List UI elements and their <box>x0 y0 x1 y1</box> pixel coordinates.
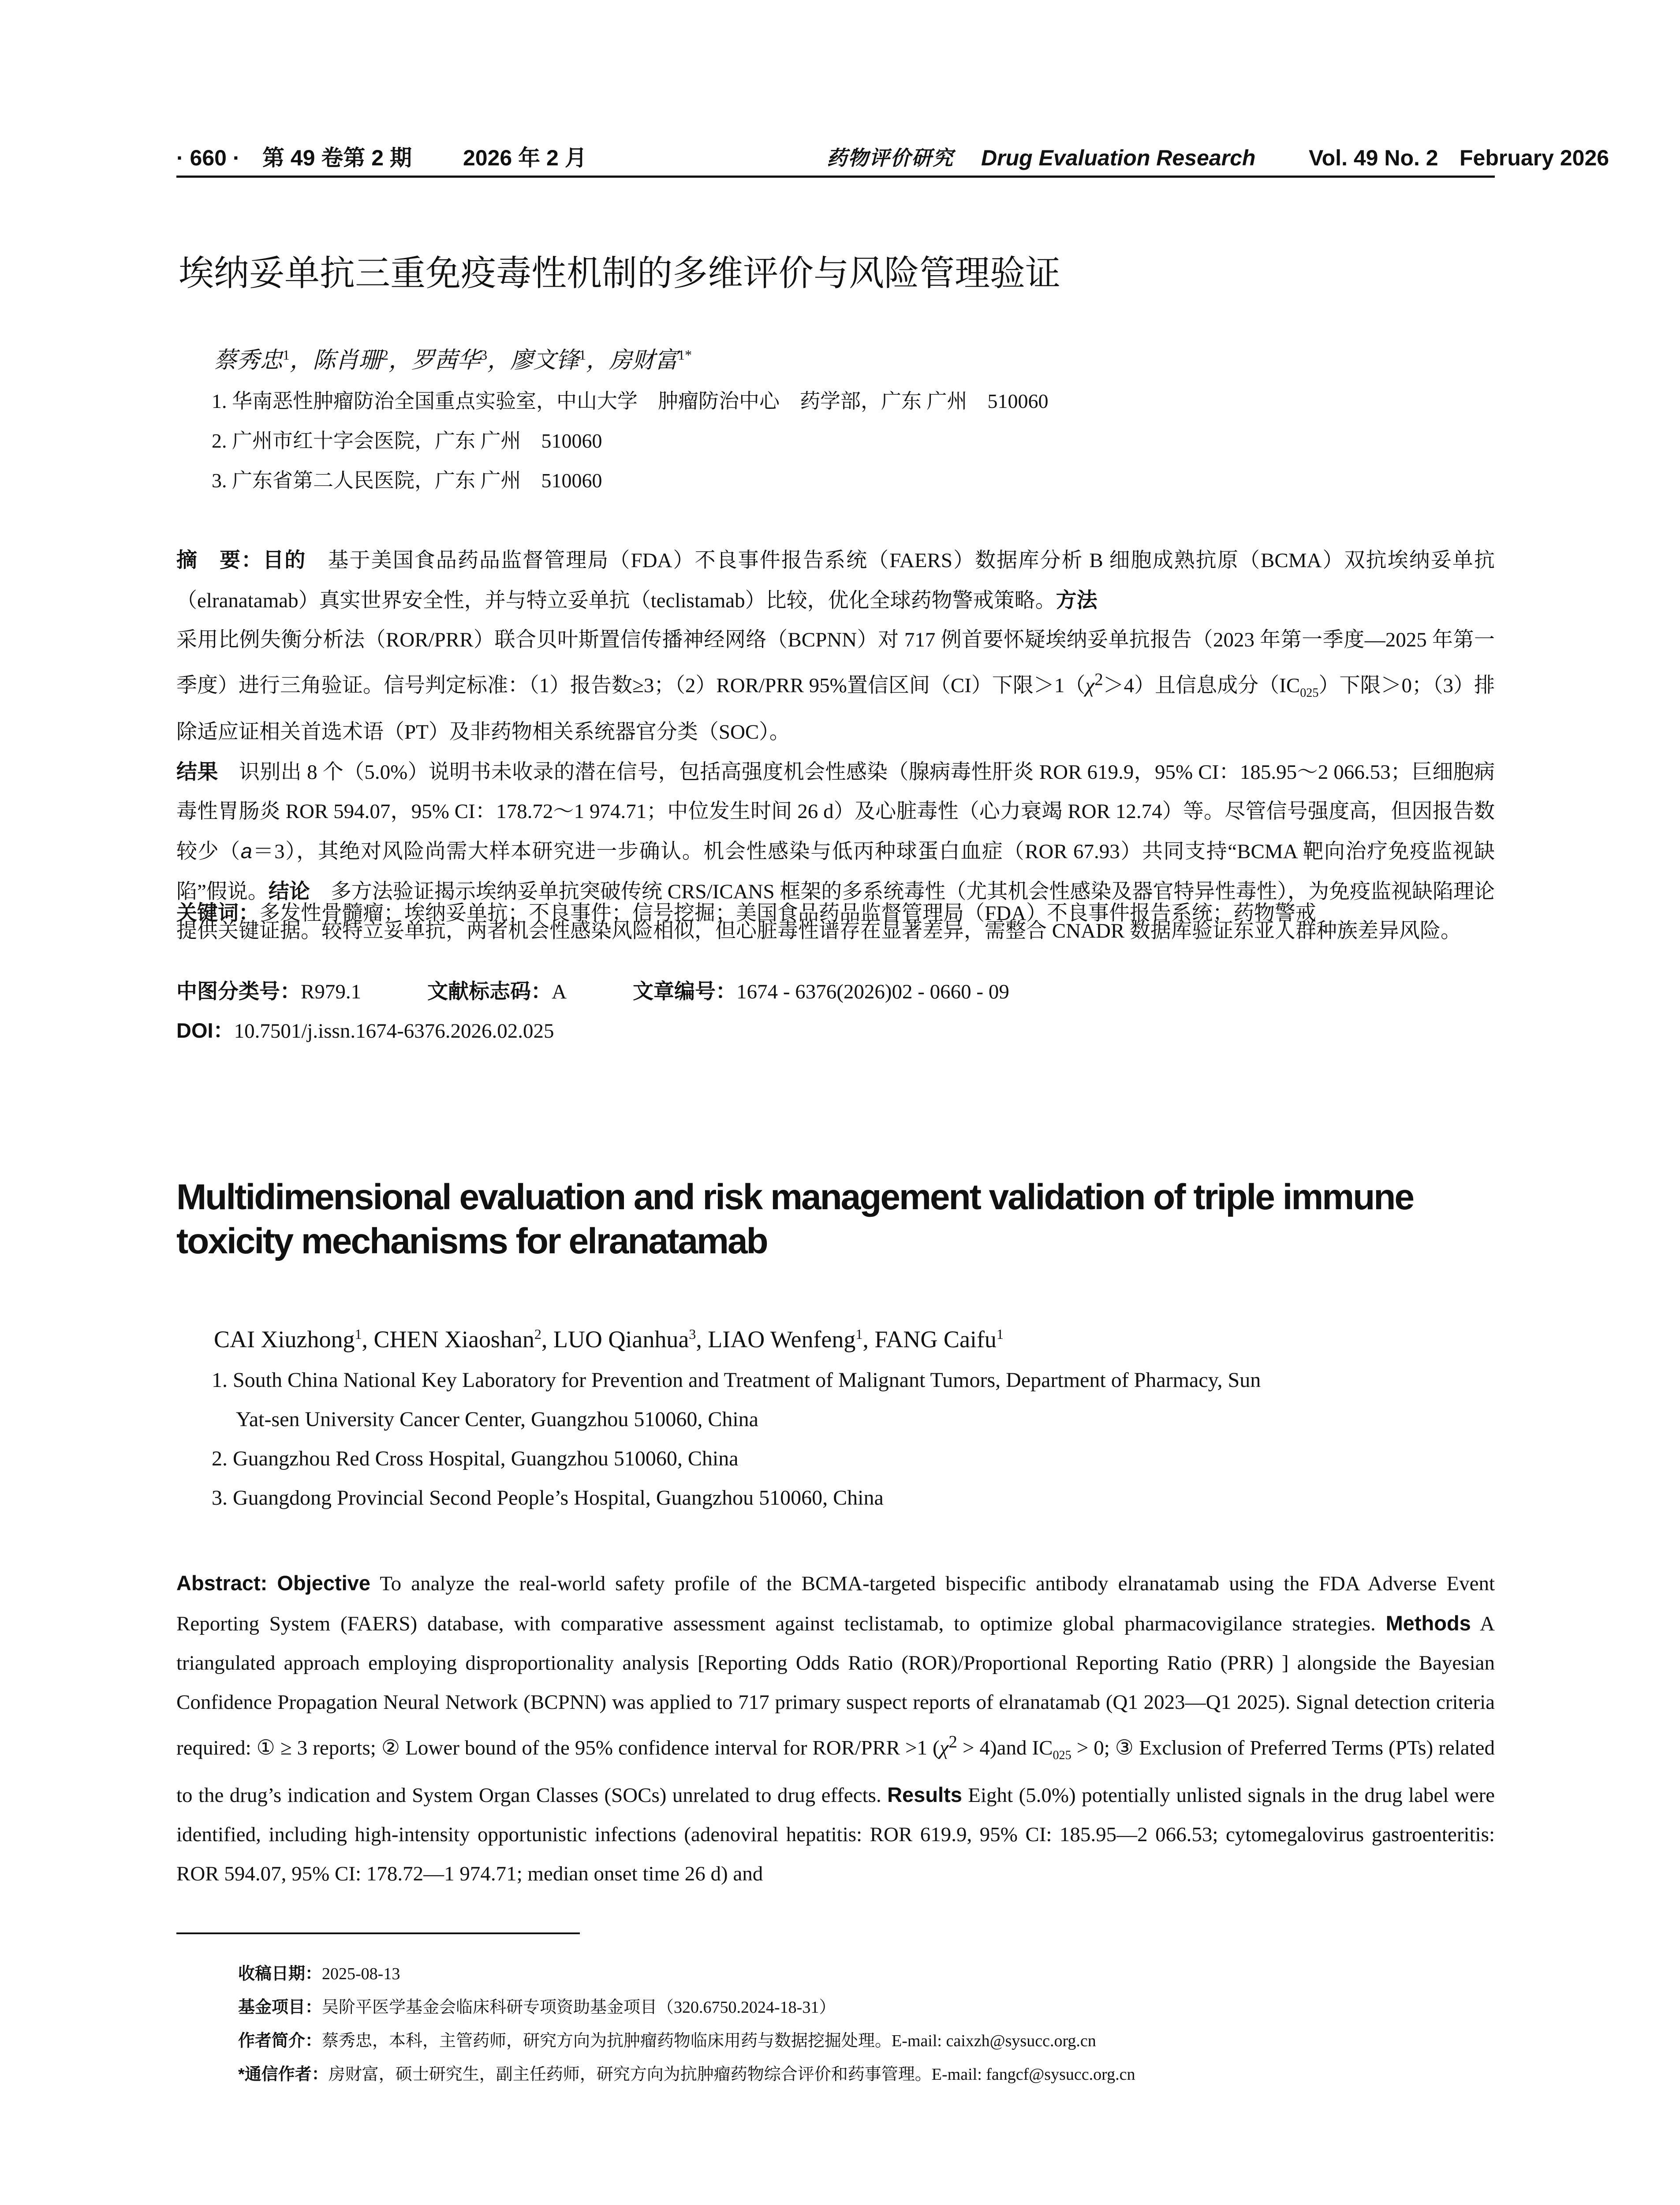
author: 陈肖珊$^2$， <box>313 347 412 374</box>
results-text: 识别出 8 个（5.0%）说明书未收录的潜在信号，包括高强度机会性感染（腺病毒性肝炎 ROR 619.9，95% CI：185.95～2 066.53；巨细胞病毒性胃肠炎 ROR 594.07，95% CI：178.72～1 974.71；中位发生时间 26 d）及心脏毒性（心力衰竭 ROR 12.74）等。尽管信号强度高，但因报告数较少（ <box>176 761 1495 863</box>
cn-keywords <box>176 893 1495 933</box>
methods-label: Methods <box>1385 1611 1471 1635</box>
footnote-corresponding: *通信作者：房财富，硕士研究生，副主任药师，研究方向为抗肿瘤药物综合评价和药事管理。E-mail: fangcf@sysucc.org.cn <box>238 2065 1135 2084</box>
results-label: Results <box>887 1783 962 1807</box>
conclusion-text: 多方法验证揭示埃纳妥单抗突破传统 CRS/ICANS 框架的多系统毒性（尤其机会性感染及器官特异性毒性），为免疫监视缺陷理论提供关键证据。较特立妥单抗，两者机会性感染风险相似，但心脏毒性谱存在显著差异，需整合 CNADR 数据库验证东亚人群种族差异风险。 <box>176 880 1495 943</box>
author: LIAO Wenfeng$^1$, <box>708 1326 875 1353</box>
doc-code: A <box>552 980 567 1003</box>
cn-affiliation: 2. 广州市红十字会医院，广东 广州 510060 <box>212 430 602 452</box>
header-rule <box>176 176 1495 178</box>
en-title: Multidimensional evaluation and risk management validation of triple immune toxicity mechanisms for elranatamab <box>176 1177 1413 1261</box>
methods-text: A triangulated approach employing disproportionality analysis [Reporting Odds Ratio (ROR)/Proportional Reporting Ratio (PRR) ] alongside the Bayesian Confidence Propagation Neural Network (BCPNN) was applied to 717 primary suspect reports of elranatamab (Q1 2023—Q1 2025). Signal detection criteria required: ① ≥ 3 reports; ② Lower bound of the 95% confidence interval for ROR/PRR >1 ( <box>176 1612 1495 1760</box>
abstract-label: Abstract: <box>176 1571 268 1595</box>
footnote-author: 作者简介：蔡秀忠，本科，主管药师，研究方向为抗肿瘤药物临床用药与数据挖掘处理。E-mail: caixzh@sysucc.org.cn <box>238 2032 1096 2050</box>
page-number: · 660 · <box>176 146 240 170</box>
en-affiliation: 3. Guangdong Provincial Second People’s Hospital, Guangzhou 510060, China <box>212 1486 884 1510</box>
footnote-rule <box>176 1932 580 1934</box>
author: CHEN Xiaoshan$^2$, <box>373 1326 553 1353</box>
en-abstract: Abstract: Objective To analyze the real-world safety profile of the BCMA-targeted bispecific antibody elranatamab using the FDA Adverse Event Reporting System (FAERS) database, with comparative assessment against teclistamab, to optimize global pharmacovigilance strategies. Methods A triangulated approach employing disproportionality analysis [Reporting Odds Ratio (ROR)/Proportional Reporting Ratio (PRR) ] alongside the Bayesian Confidence Propagation Neural Network (BCPNN) was applied to 717 primary suspect reports of elranatamab (Q1 2023—Q1 2025). Signal detection criteria required: ① ≥ 3 reports; ② Lower bound of the 95% confidence interval for ROR/PRR >1 $(\chi^2 > 4)and$ $IC_{025} > 0$; ③ Exclusion of Preferred Terms (PTs) related to the drug’s indication and System Organ Classes (SOCs) unrelated to drug effects. Results Eight (5.0%) potentially unlisted signals in the drug label were identified, including high-intensity opportunistic infections (adenoviral hepatitis: ROR 619.9, 95% CI: 185.95—2 066.53; cytomegalovirus gastroenteritis: ROR 594.07, 95% CI: 178.72—1 974.71; median onset time 26 d) and <box>176 1571 1495 1886</box>
keywords-label: 关键词： <box>176 901 259 924</box>
objective-label: 目的 <box>263 548 306 572</box>
en-affiliation: 2. Guangzhou Red Cross Hospital, Guangzhou 510060, China <box>212 1447 739 1470</box>
en-affiliation: 1. South China National Key Laboratory for Prevention and Treatment of Malignant Tumors, Department of Pharmacy, Sun Yat-sen University Cancer Center, Guangzhou 510060, China <box>212 1368 1261 1431</box>
abstract-label: 摘 要： <box>176 548 263 572</box>
methods-label: 方法 <box>1056 588 1098 612</box>
running-header <box>176 140 1609 176</box>
objective-text: 基于美国食品药品监督管理局（FDA）不良事件报告系统（FAERS）数据库分析 B 细胞成熟抗原（BCMA）双抗埃纳妥单抗（elranatamab）真实世界安全性，并与特立妥单抗（teclistamab）比较，优化全球药物警戒策略。 <box>176 549 1495 612</box>
methods-text: 采用比例失衡分析法（ROR/PRR）联合贝叶斯置信传播神经网络（BCPNN）对 717 例首要怀疑埃纳妥单抗报告（2023 年第一季度—2025 年第一季度）进行三角验证。信号判定标准：（1）报告数≥3；（2）ROR/PRR 95%置信区间（CI）下限＞1（ <box>176 628 1495 697</box>
doi-line: DOI：10.7501/j.issn.1674-6376.2026.02.025 <box>176 1019 554 1043</box>
author: 廖文锋$^1$， <box>510 347 609 374</box>
journal-logo: 药物评价研究 <box>827 146 954 170</box>
volume-cn: 第 49 卷第 2 期 <box>262 146 412 170</box>
cn-title: 埃纳妥单抗三重免疫毒性机制的多维评价与风险管理验证 <box>179 254 1060 293</box>
objective-text: To analyze the real-world safety profile of the BCMA-targeted bispecific antibody elranatamab using the FDA Adverse Event Reporting System (FAERS) database, with comparative assessment against teclistamab, to optimize global pharmacovigilance strategies. <box>176 1572 1495 1635</box>
keywords-text: 多发性骨髓瘤；埃纳妥单抗；不良事件；信号挖掘；美国食品药品监督管理局（FDA）不良事件报告系统；药物警戒 <box>259 902 1317 925</box>
en-author-list <box>214 1316 1004 1357</box>
cn-affiliation: 3. 广东省第二人民医院，广东 广州 510060 <box>212 469 602 492</box>
date-en: February 2026 <box>1460 146 1609 170</box>
author: 罗茜华$^3$， <box>411 347 511 374</box>
date-cn: 2026 年 2 月 <box>463 146 587 170</box>
doi-link[interactable]: 10.7501/j.issn.1674-6376.2026.02.025 <box>234 1020 554 1043</box>
volume-en: Vol. 49 No. 2 <box>1309 146 1438 170</box>
author: 房财富$^{1*}$ <box>609 347 692 374</box>
author: FANG Caifu$^1$ <box>874 1326 1004 1353</box>
conclusion-label: 结论 <box>268 879 310 903</box>
results-label: 结果 <box>176 760 218 784</box>
objective-label: Objective <box>277 1571 371 1595</box>
footnote-fund: 基金项目：吴阶平医学基金会临床科研专项资助基金项目（320.6750.2024-18-31） <box>238 1998 836 2017</box>
results-text: Eight (5.0%) potentially unlisted signals in the drug label were identified, including high-intensity opportunistic infections (adenoviral hepatitis: ROR 619.9, 95% CI: 185.95—2 066.53; cytomegalovirus gastroenteritis: ROR 594.07, 95% CI: 178.72—1 974.71; median onset time 26 d) and <box>176 1784 1495 1886</box>
author: LUO Qianhua$^3$, <box>553 1326 708 1353</box>
article-number: 1674 - 6376(2026)02 - 0660 - 09 <box>736 980 1009 1003</box>
journal-name-en: Drug Evaluation Research <box>981 146 1256 170</box>
author: CAI Xiuzhong$^1$, <box>214 1326 374 1353</box>
clc-code: R979.1 <box>301 980 362 1003</box>
classification-line: 中图分类号：R979.1 文献标志码：A 文章编号：1674 - 6376(2026)02 - 0660 - 09 <box>176 979 1009 1003</box>
cn-author-list <box>214 337 692 378</box>
author: 蔡秀忠$^1$， <box>214 347 313 374</box>
cn-abstract: 摘 要：目的 基于美国食品药品监督管理局（FDA）不良事件报告系统（FAERS）数据库分析 B 细胞成熟抗原（BCMA）双抗埃纳妥单抗（elranatamab）真实世界安全性，并与特立妥单抗（teclistamab）比较，优化全球药物警戒策略。方法 采用比例失衡分析法（ROR/PRR）联合贝叶斯置信传播神经网络（BCPNN）对 717 例首要怀疑埃纳妥单抗报告（2023 年第一季度—2025 年第一季度）进行三角验证。信号判定标准：（1）报告数≥3；（2）ROR/PRR 95%置信区间（CI）下限$>1(\chi^2>4)$且信息成分$(IC_{025})$下限＞0；（3）排除适应证相关首选术语（PT）及非药物相关系统器官分类（SOC）。 结果 识别出 8 个（5.0%）说明书未收录的潜在信号，包括高强度机会性感染（腺病毒性肝炎 ROR 619.9，95% CI：185.95～2 066.53；巨细胞病毒性胃肠炎 ROR 594.07，95% CI：178.72～1 974.71；中位发生时间 26 d）及心脏毒性（心力衰竭 ROR 12.74）等。尽管信号强度高，但因报告数较少（a＝3），其绝对风险尚需大样本研究进一步确认。机会性感染与低丙种球蛋白血症（ROR 67.93）共同支持“BCMA 靶向治疗免疫监视缺陷”假说。结论 多方法验证揭示埃纳妥单抗突破传统 CRS/ICANS 框架的多系统毒性（尤其机会性感染及器官特异性毒性），为免疫监视缺陷理论提供关键证据。较特立妥单抗，两者机会性感染风险相似，但心脏毒性谱存在显著差异，需整合 CNADR 数据库验证东亚人群种族差异风险。 <box>176 548 1495 943</box>
footnote-received: 收稿日期：2025-08-13 <box>238 1965 400 1983</box>
cn-affiliation: 1. 华南恶性肿瘤防治全国重点实验室，中山大学 肿瘤防治中心 药学部，广东 广州 510060 <box>212 390 1049 412</box>
